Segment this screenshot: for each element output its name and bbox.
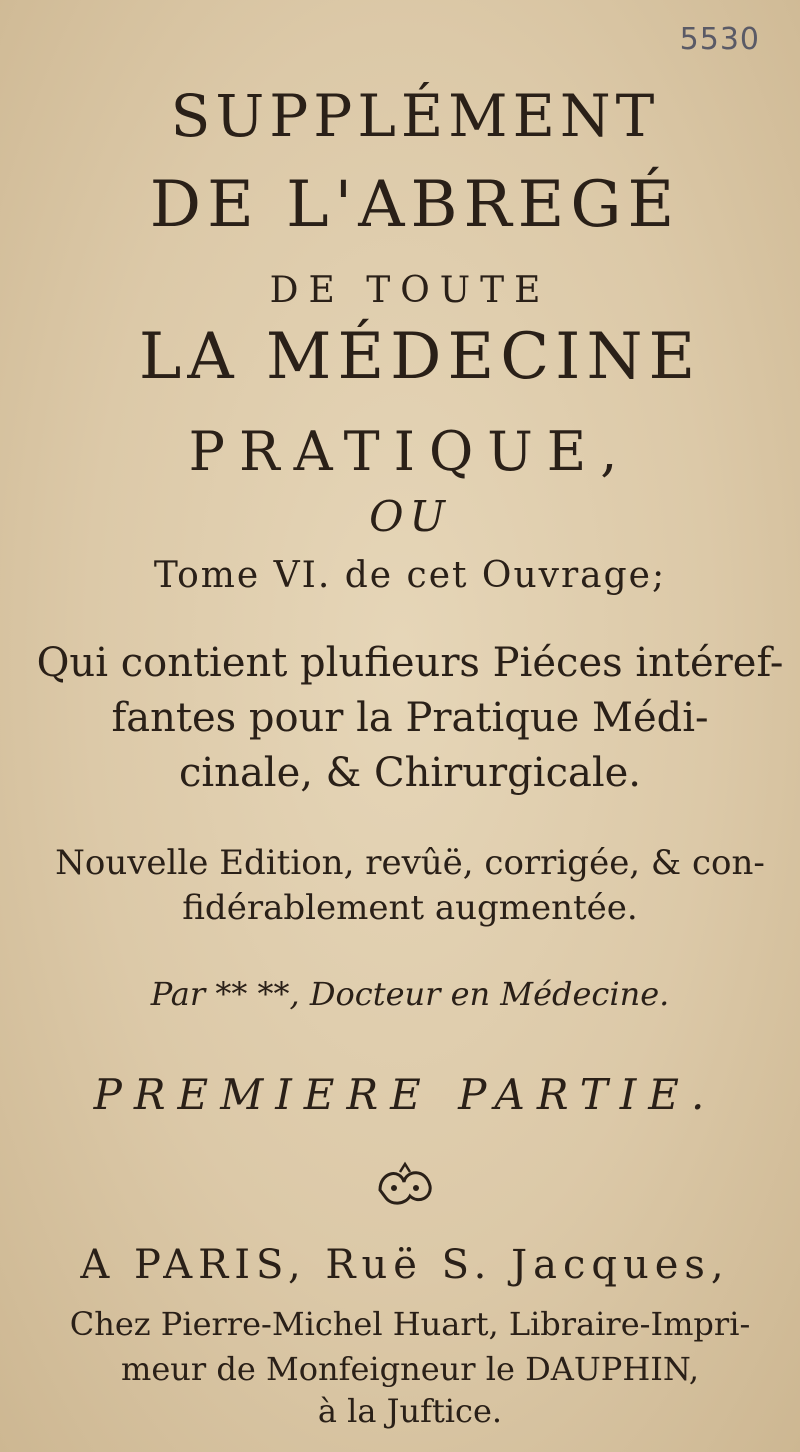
imprint-line-1: A PARIS, Ruë S. Jacques, — [80, 1242, 730, 1288]
description-line-2: fantes pour la Pratique Médi- — [111, 695, 709, 741]
description-line-3: cinale, & Chirurgicale. — [178, 750, 641, 796]
imprint-line-3: meur de Monfeigneur le DAUPHIN, — [121, 1350, 699, 1388]
title-line-1: SUPPLÉMENT — [170, 82, 660, 150]
imprint-line-4: à la Juftice. — [317, 1392, 503, 1430]
title-line-3: DE TOUTE — [269, 270, 551, 311]
edition-line-2: fidérablement augmentée. — [182, 888, 638, 928]
shelfmark: 5530 — [679, 22, 760, 57]
author-line: Par ** **, Docteur en Médecine. — [150, 975, 670, 1013]
title-line-6: OU — [369, 492, 451, 541]
volume-line: Tome VI. de cet Ouvrage; — [153, 555, 667, 596]
description-line-1: Qui contient plufieurs Piéces intéref- — [36, 640, 784, 686]
edition-line-1: Nouvelle Edition, revûë, corrigée, & con- — [55, 843, 765, 883]
part-line: PREMIERE PARTIE. — [93, 1070, 717, 1119]
printers-ornament-icon — [370, 1160, 440, 1210]
title-line-5: PRATIQUE, — [188, 420, 632, 483]
imprint-line-2: Chez Pierre-Michel Huart, Libraire-Impri- — [69, 1305, 751, 1343]
title-line-4: LA MÉDECINE — [138, 320, 702, 394]
title-line-2: DE L'ABREGÉ — [149, 168, 681, 242]
